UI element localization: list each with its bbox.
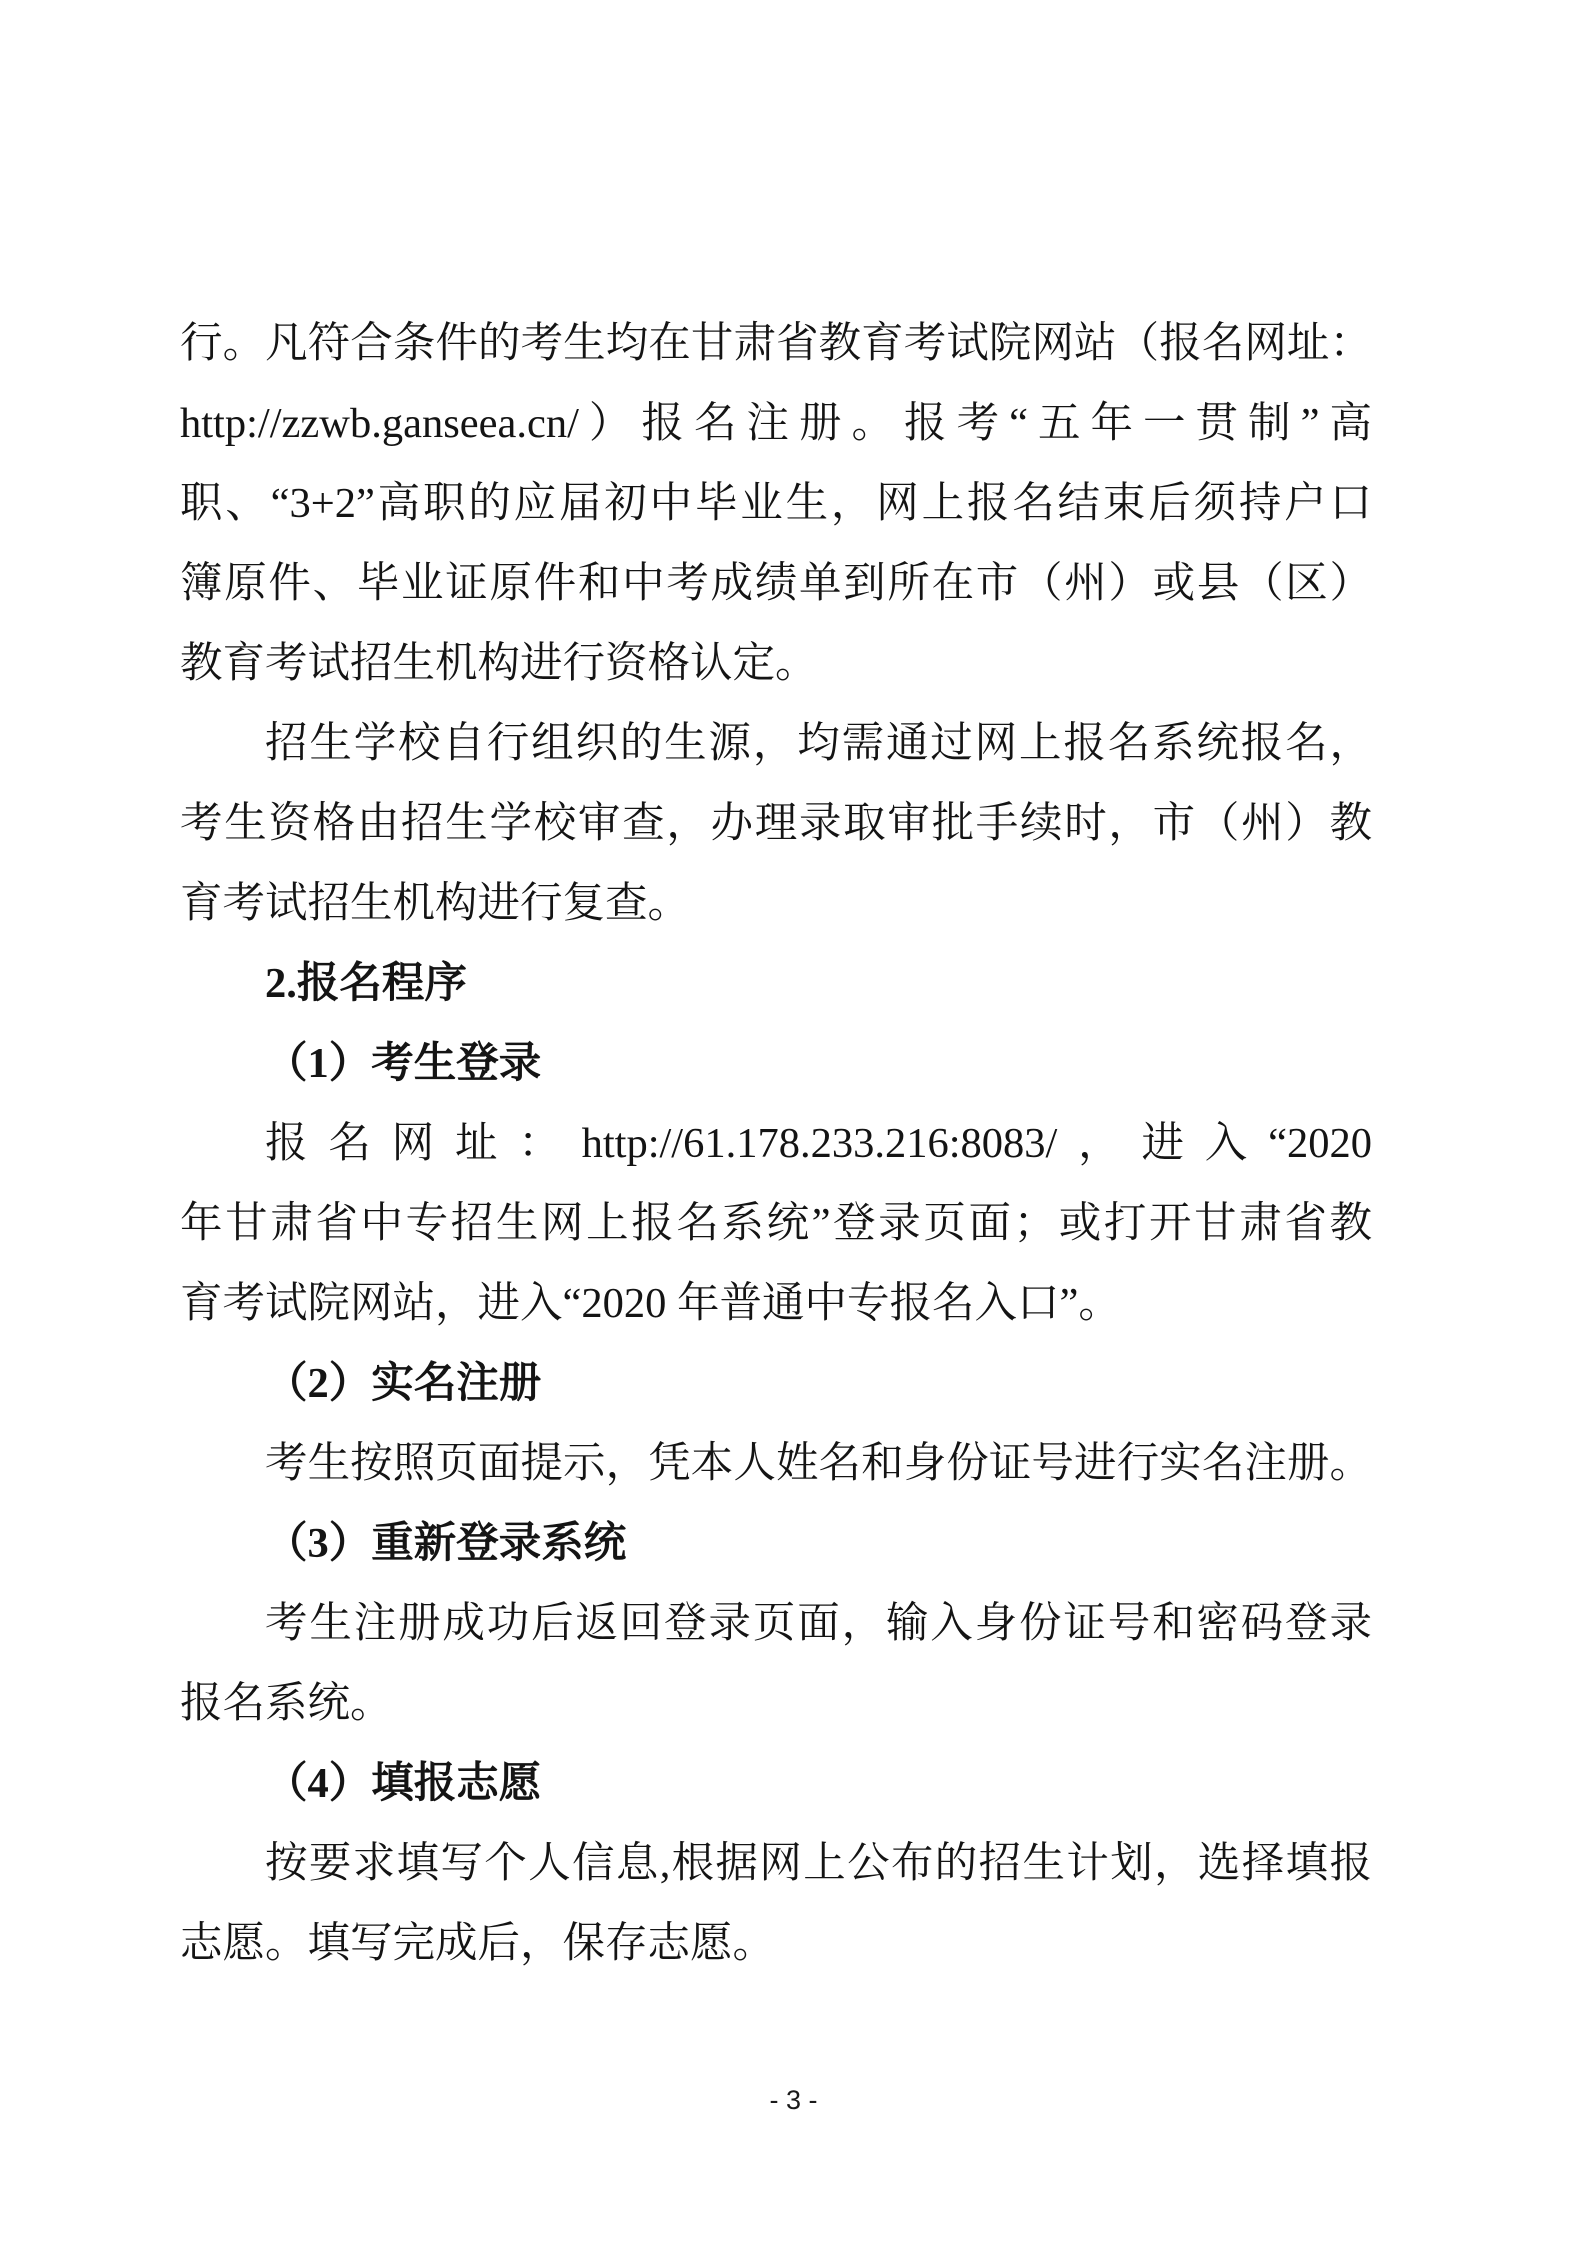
text-line: 志愿。填写完成后，保存志愿。 xyxy=(180,1920,776,1967)
page-footer xyxy=(0,2083,1587,2117)
text-line: 行。凡符合条件的考生均在甘肃省教育考试院网站（报名网址： xyxy=(180,320,1372,367)
text-line: 育考试招生机构进行复查。 xyxy=(180,880,691,927)
document-body xyxy=(180,304,1372,1984)
heading-line: （4）填报志愿 xyxy=(265,1760,542,1807)
text-line: 按要求填写个人信息,根据网上公布的招生计划，选择填报 xyxy=(265,1840,1372,1887)
text-line: 报名网址：http://61.178.233.216:8083/，进入“2020 xyxy=(265,1120,1372,1167)
text-line: 簿原件、毕业证原件和中考成绩单到所在市（州）或县（区） xyxy=(180,560,1372,607)
text-line: 教育考试招生机构进行资格认定。 xyxy=(180,640,818,687)
page-number: - 3 - xyxy=(769,2085,818,2115)
heading-line: （2）实名注册 xyxy=(265,1360,542,1407)
text-line: http://zzwb.ganseea.cn/）报名注册。报考“五年一贯制”高 xyxy=(180,400,1372,447)
heading-line: （3）重新登录系统 xyxy=(265,1520,627,1567)
text-line: 考生按照页面提示，凭本人姓名和身份证号进行实名注册。 xyxy=(265,1440,1372,1487)
heading-line: 2.报名程序 xyxy=(265,960,467,1007)
text-line: 职、“3+2”高职的应届初中毕业生，网上报名结束后须持户口 xyxy=(180,480,1372,527)
text-line: 招生学校自行组织的生源，均需通过网上报名系统报名， xyxy=(265,720,1372,767)
text-line: 年甘肃省中专招生网上报名系统”登录页面；或打开甘肃省教 xyxy=(180,1200,1372,1247)
text-line: 育考试院网站，进入“2020 年普通中专报名入口”。 xyxy=(180,1280,1121,1327)
text-line: 考生资格由招生学校审查，办理录取审批手续时，市（州）教 xyxy=(180,800,1372,847)
text-line: 考生注册成功后返回登录页面，输入身份证号和密码登录 xyxy=(265,1600,1372,1647)
heading-line: （1）考生登录 xyxy=(265,1040,542,1087)
text-line: 报名系统。 xyxy=(180,1680,393,1727)
